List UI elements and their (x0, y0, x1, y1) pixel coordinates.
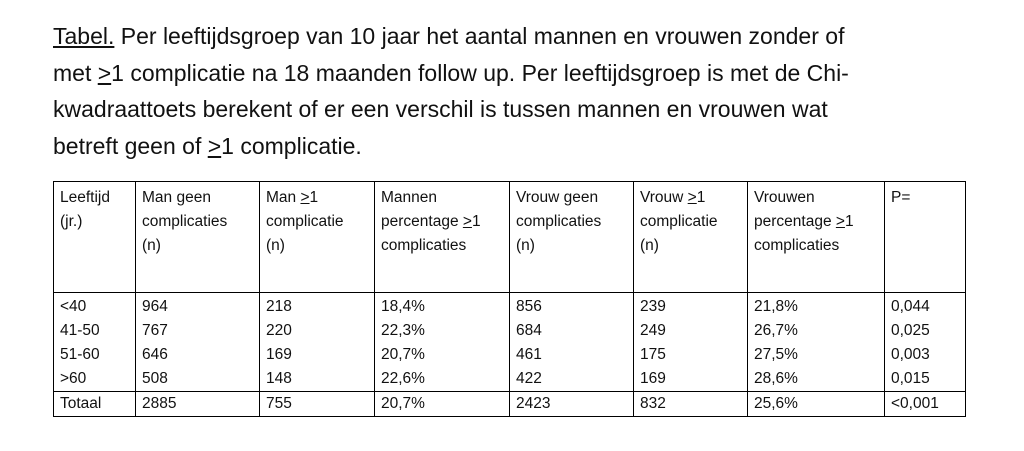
table-cell: 508 (136, 367, 260, 392)
table-row (54, 319, 966, 343)
caption-line1: Per leeftijdsgroep van 10 jaar het aantal mannen en vrouwen zonder of (114, 23, 845, 49)
caption-label: Tabel. (53, 23, 115, 49)
table-cell: 169 (260, 343, 375, 367)
column-header-line: Vrouwen (754, 189, 815, 206)
table-row (54, 367, 966, 392)
column-header-line: complicaties (142, 213, 228, 230)
column-header-line: (jr.) (60, 213, 83, 230)
table-cell: <40 (54, 293, 136, 320)
table-cell: 461 (510, 343, 634, 367)
caption-line2a: met (53, 59, 98, 86)
column-header-line: (n) (142, 237, 161, 254)
caption-line3: kwadraattoets berekent of er een verschil is tussen mannen en vrouwen wat (53, 96, 828, 122)
table-cell: 51-60 (54, 343, 136, 367)
table-cell: <0,001 (885, 392, 966, 417)
table-cell: 646 (136, 343, 260, 367)
column-header-line: complicatie (266, 213, 344, 230)
column-header (54, 182, 136, 293)
column-header (885, 182, 966, 293)
table-cell: 21,8% (748, 293, 885, 320)
ge-sign: > (300, 189, 310, 206)
table-cell: 218 (260, 293, 375, 320)
column-header-line: (n) (516, 237, 535, 254)
table-cell: 41-50 (54, 319, 136, 343)
table-cell: 28,6% (748, 367, 885, 392)
table-cell: >60 (54, 367, 136, 392)
table-cell: 20,7% (375, 392, 510, 417)
column-header (375, 182, 510, 293)
table-cell: 20,7% (375, 343, 510, 367)
table-cell: 175 (634, 343, 748, 367)
ge-sign: > (835, 213, 845, 230)
table-row (54, 343, 966, 367)
table-cell: 0,044 (885, 293, 966, 320)
column-header (510, 182, 634, 293)
table-cell: 0,003 (885, 343, 966, 367)
caption-ge-sign-2: > (207, 132, 222, 159)
column-header (260, 182, 375, 293)
column-header-line: Vrouw >1 (640, 189, 706, 206)
table-cell: 169 (634, 367, 748, 392)
caption-line4b: 1 complicatie. (221, 132, 362, 159)
table-cell: 22,6% (375, 367, 510, 392)
table-cell: 0,015 (885, 367, 966, 392)
table-row (54, 293, 966, 320)
column-header-line: complicaties (516, 213, 602, 230)
table-cell: 832 (634, 392, 748, 417)
table-cell: 249 (634, 319, 748, 343)
table-cell: 25,6% (748, 392, 885, 417)
table-cell: 0,025 (885, 319, 966, 343)
column-header-line: Vrouw geen (516, 189, 599, 206)
caption-ge-sign: > (97, 59, 112, 86)
table-cell: 220 (260, 319, 375, 343)
column-header-line: complicaties (381, 237, 467, 254)
table-cell: 422 (510, 367, 634, 392)
column-header (748, 182, 885, 293)
table-caption (53, 18, 993, 164)
complications-table (53, 181, 966, 417)
table-body (54, 293, 966, 417)
table-cell: 18,4% (375, 293, 510, 320)
column-header-line: Mannen (381, 189, 438, 206)
ge-sign: > (687, 189, 697, 206)
table-header-row (54, 182, 966, 293)
table-total-row (54, 392, 966, 417)
table-cell: 767 (136, 319, 260, 343)
table-cell: 239 (634, 293, 748, 320)
caption-line4a: betreft geen of (53, 132, 208, 159)
column-header-line: (n) (266, 237, 285, 254)
column-header-line: complicatie (640, 213, 718, 230)
table-cell: Totaal (54, 392, 136, 417)
column-header-line: Leeftijd (60, 189, 110, 206)
table-cell: 27,5% (748, 343, 885, 367)
table-cell: 2423 (510, 392, 634, 417)
column-header-line: Man >1 (266, 189, 319, 206)
table-cell: 684 (510, 319, 634, 343)
column-header-line: percentage >1 (754, 213, 854, 230)
column-header (634, 182, 748, 293)
table-cell: 964 (136, 293, 260, 320)
column-header-line: (n) (640, 237, 659, 254)
ge-sign: > (462, 213, 472, 230)
table-cell: 26,7% (748, 319, 885, 343)
column-header-line: complicaties (754, 237, 840, 254)
table-cell: 148 (260, 367, 375, 392)
column-header-line: percentage >1 (381, 213, 481, 230)
caption-line2b: 1 complicatie na 18 maanden follow up. Per leeftijdsgroep is met de Chi- (111, 59, 849, 86)
column-header-line: Man geen (142, 189, 211, 206)
table-cell: 755 (260, 392, 375, 417)
column-header-line: P= (891, 189, 911, 206)
table-cell: 2885 (136, 392, 260, 417)
table-cell: 22,3% (375, 319, 510, 343)
table-cell: 856 (510, 293, 634, 320)
column-header (136, 182, 260, 293)
